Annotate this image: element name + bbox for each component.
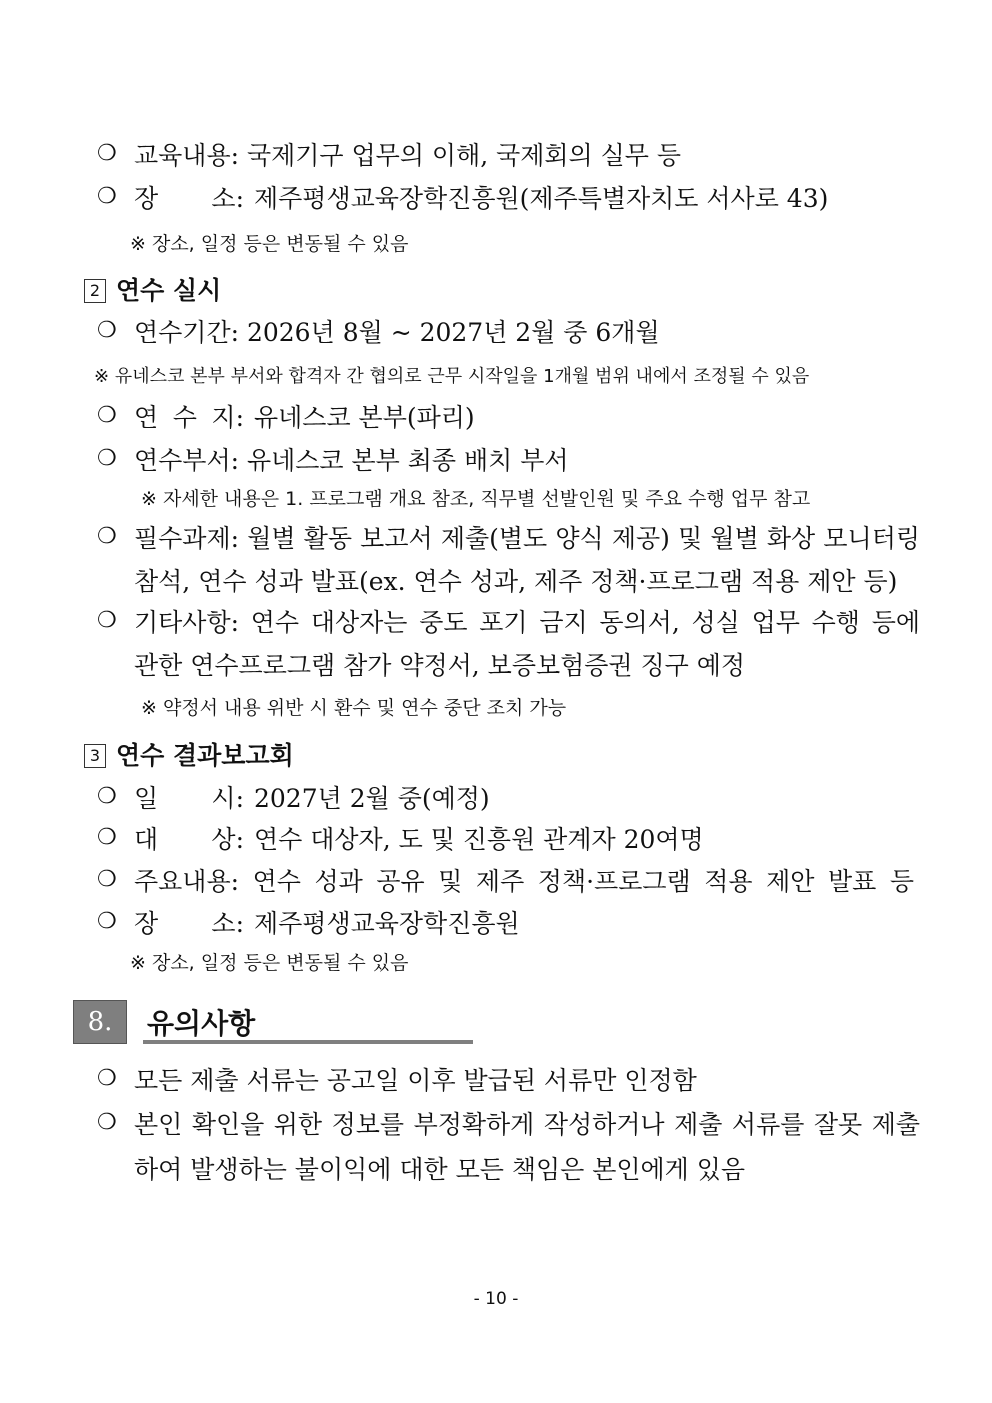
note-text: ※ 유네스코 본부 부서와 합격자 간 협의로 근무 시작일을 1개월 범위 내에서 조정될 수 있음	[94, 366, 810, 387]
note-text: ※ 약정서 내용 위반 시 환수 및 연수 중단 조치 가능	[141, 697, 567, 719]
etc-line: 관한 연수프로그램 참가 약정서, 보증보험증권 징구 예정	[134, 651, 746, 680]
section-heading	[84, 271, 221, 307]
bullet-icon: ❍	[97, 909, 117, 934]
main-content-line: 주요내용: 연수 성과 공유 및 제주 정책·프로그램 적용 제안 발표 등	[134, 867, 914, 896]
bullet-icon: ❍	[97, 403, 117, 428]
edu-content-line: 교육내용: 국제기구 업무의 이해, 국제회의 실무 등	[134, 141, 682, 170]
date-value: 2027년 2월 중(예정)	[254, 784, 490, 813]
bullet-icon: ❍	[97, 446, 117, 471]
heading-number-box: 3	[84, 744, 106, 768]
place-value: 제주평생교육장학진흥원	[254, 909, 520, 938]
target-value: 연수 대상자, 도 및 진흥원 관계자 20여명	[254, 825, 704, 854]
page-number: - 10 -	[473, 1289, 519, 1309]
etc-line: 기타사항: 연수 대상자는 중도 포기 금지 동의서, 성실 업무 수행 등에	[134, 608, 920, 637]
bullet-icon: ❍	[97, 184, 117, 209]
bullet-icon: ❍	[97, 524, 117, 549]
location-value: 유네스코 본부(파리)	[254, 403, 475, 432]
heading-number-box: 2	[84, 279, 106, 303]
location-label: 연 수 지:	[134, 403, 244, 432]
bullet-icon: ❍	[97, 867, 117, 892]
target-label: 대 상:	[134, 825, 244, 854]
bullet-icon: ❍	[97, 825, 117, 850]
bullet-icon: ❍	[97, 1066, 117, 1091]
bullet-icon: ❍	[97, 784, 117, 809]
task-line: 필수과제: 월별 활동 보고서 제출(별도 양식 제공) 및 월별 화상 모니터링	[134, 524, 920, 553]
section-title: 유의사항	[147, 1007, 256, 1040]
note-text: ※ 자세한 내용은 1. 프로그램 개요 참조, 직무별 선발인원 및 주요 수행 업무 참고	[141, 488, 811, 510]
bullet-icon: ❍	[97, 1110, 117, 1135]
place-value: 제주평생교육장학진흥원(제주특별자치도 서사로 43)	[254, 184, 829, 213]
place-label: 장 소:	[134, 909, 244, 938]
place-label: 장 소:	[134, 184, 244, 213]
notice-item: 하여 발생하는 불이익에 대한 모든 책임은 본인에게 있음	[134, 1155, 746, 1184]
dept-line: 연수부서: 유네스코 본부 최종 배치 부서	[134, 446, 569, 475]
notice-item: 본인 확인을 위한 정보를 부정확하게 작성하거나 제출 서류를 잘못 제출	[134, 1110, 920, 1139]
section-heading	[84, 736, 294, 772]
task-line: 참석, 연수 성과 발표(ex. 연수 성과, 제주 정책·프로그램 적용 제안 등)	[134, 567, 898, 596]
section-underline	[143, 1040, 473, 1044]
bullet-icon: ❍	[97, 318, 117, 343]
note-text: ※ 장소, 일정 등은 변동될 수 있음	[130, 952, 409, 974]
section-number-box: 8.	[73, 1000, 127, 1044]
note-text: ※ 장소, 일정 등은 변동될 수 있음	[130, 233, 409, 255]
bullet-icon: ❍	[97, 608, 117, 633]
date-label: 일 시:	[134, 784, 244, 813]
bullet-icon: ❍	[97, 141, 117, 166]
heading-title: 연수 실시	[116, 276, 222, 305]
period-line: 연수기간: 2026년 8월 ~ 2027년 2월 중 6개월	[134, 318, 660, 347]
notice-item: 모든 제출 서류는 공고일 이후 발급된 서류만 인정함	[134, 1066, 697, 1095]
heading-title: 연수 결과보고회	[116, 741, 294, 770]
